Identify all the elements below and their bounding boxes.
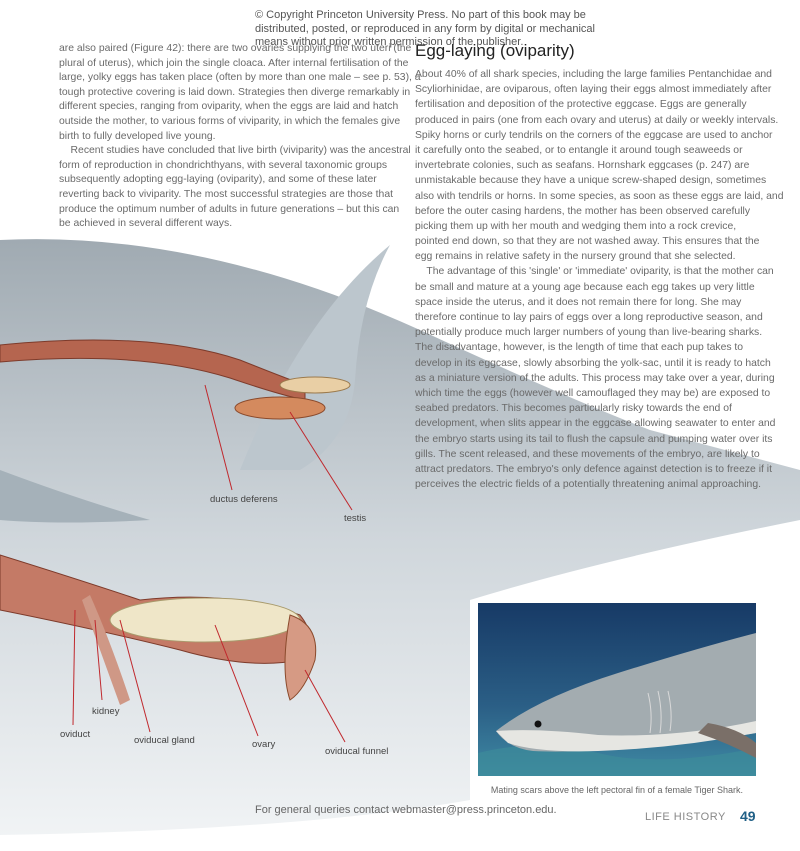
text-line: tough protective covering is laid down. Strategies then diverge remarkably in: [59, 86, 411, 98]
text-line: it carefully onto the seabed, or to entangle it around tough seaweeds or: [415, 144, 743, 156]
text-line: be achieved in several different ways.: [59, 218, 233, 230]
text-line: reverting back to viviparity. The most successful strategies are those that: [59, 188, 393, 200]
text-line: unmistakable because they have a unique screw-shaped design, sometimes: [415, 175, 767, 187]
left-column-text: [59, 42, 421, 232]
text-line: Scyliorhinidae, are oviparous, often laying their eggs almost immediately after: [415, 84, 772, 96]
label-ovary: ovary: [252, 739, 276, 750]
text-line: the embryo starts using its tail to flush the capsule and pumping water over its: [415, 433, 773, 445]
label-oviducal-funnel: oviducal funnel: [325, 746, 389, 757]
photo-caption: Mating scars above the left pectoral fin of a female Tiger Shark.: [490, 785, 744, 795]
text-line: plural of uterus), which join the single cloaca. After internal fertilisation of the: [59, 57, 409, 69]
text-line: subsequently adopting egg-laying (oviparity), and some of these later: [59, 174, 377, 186]
text-line: space inside the uterus, and it does not remain there for long. She may: [415, 296, 742, 308]
text-line: perceives the electric fields of a potentially threatening animal approaching.: [415, 479, 761, 491]
copyright-line: © Copyright Princeton University Press. No part of this book may be: [255, 9, 586, 21]
label-oviducal-gland: oviducal gland: [134, 735, 195, 746]
copyright-line: means without prior written permission of the publisher.: [255, 36, 524, 48]
page-number: 49: [740, 808, 756, 824]
text-line: before the outer casing hardens, the mother has been observed carefully: [415, 205, 751, 217]
text-line: The disadvantage, however, is the length of time that each pup takes to: [415, 342, 744, 354]
text-line: pointed end down, so that they are not washed away. This ensures that the: [415, 236, 760, 248]
contact-footer: For general queries contact webmaster@press.princeton.edu.: [255, 804, 557, 816]
text-line: Spiky horns or curly tendrils on the corners of the eggcase are used to anchor: [415, 129, 773, 141]
copyright-line: distributed, posted, or reproduced in any form by digital or mechanical: [255, 22, 595, 35]
text-line: are also paired (Figure 42): there are two ovaries supplying the two uteri (the: [59, 43, 412, 54]
text-line: gills. The scent released, and these movements of the embryo, are likely to: [415, 448, 760, 460]
text-line: birth to fully developed live young.: [59, 130, 216, 142]
text-line: as a miniature version of the adults. This process may take over a year, during: [415, 372, 775, 384]
text-line: potentially produce much larger numbers of young than live-bearing sharks.: [415, 327, 763, 339]
text-line: The advantage of this 'single' or 'immediate' oviparity, is that the mother can: [415, 266, 774, 278]
text-line: attract predators. The embryo's only defence against detection is to freeze if it: [415, 463, 772, 475]
text-line: seabed predators. This becomes particularly risky towards the end of: [415, 403, 732, 415]
label-testis: testis: [344, 513, 367, 524]
ovary-organ: [110, 598, 300, 642]
text-line: egg remains in relative safety in the nursery ground that she selected.: [415, 251, 736, 263]
text-line: also with tendrils or horns. In some species, as soon as these eggs are laid, and: [415, 190, 784, 202]
text-line: develop in its eggcase, slowly absorbing the yolk-sac, until it is ready to hatch: [415, 357, 771, 369]
text-line: Recent studies have concluded that live birth (viviparity) was the ancestral: [59, 145, 411, 157]
section-heading: Egg-laying (oviparity): [415, 41, 575, 60]
text-line: development, when slits appear in the eggcase allowing seawater to enter and: [415, 418, 776, 430]
label-kidney: kidney: [92, 706, 120, 717]
text-line: produce the optimum number of adults in future generations – but this can: [59, 203, 400, 215]
text-line: outside the mother, to various forms of viviparity, in which the females give: [59, 115, 401, 127]
right-column-text: [415, 67, 784, 492]
text-line: therefore continue to lay pairs of eggs over a long reproductive season, and: [415, 312, 763, 323]
running-footer-section: LIFE HISTORY: [645, 811, 726, 823]
text-line: different species, ranging from oviparity, when the eggs are laid and hatch: [59, 101, 399, 113]
text-line: be small and mature at a young age because each egg takes up very little: [415, 281, 755, 293]
epididymis-organ: [280, 377, 350, 393]
text-line: fertilisation and deposition of the protective eggcase. Eggs are generally: [415, 99, 747, 111]
copyright-notice: [255, 9, 595, 50]
text-line: large, yolky eggs has taken place (often by more than one male – see p. 53), a: [59, 72, 421, 84]
text-line: invertebrate colonies, such as seafans. Hornshark eggcases (p. 247) are: [415, 160, 750, 172]
text-line: form of reproduction in chondrichthyans, with several taxonomic groups: [59, 159, 388, 171]
testis-organ: [235, 397, 325, 419]
label-ductus-deferens: ductus deferens: [210, 494, 278, 505]
text-line: which time the eggs (however well camouflaged they may be) are exposed to: [415, 387, 771, 399]
label-oviduct: oviduct: [60, 729, 91, 740]
tiger-shark-photo: [478, 603, 756, 776]
text-line: About 40% of all shark species, including the large families Pentanchidae and: [415, 69, 772, 80]
text-line: produced in pairs (one from each ovary and uterus) at daily or weekly intervals.: [415, 114, 779, 126]
text-line: picking them up with her mouth and wedging them into a rock crevice,: [415, 220, 737, 232]
